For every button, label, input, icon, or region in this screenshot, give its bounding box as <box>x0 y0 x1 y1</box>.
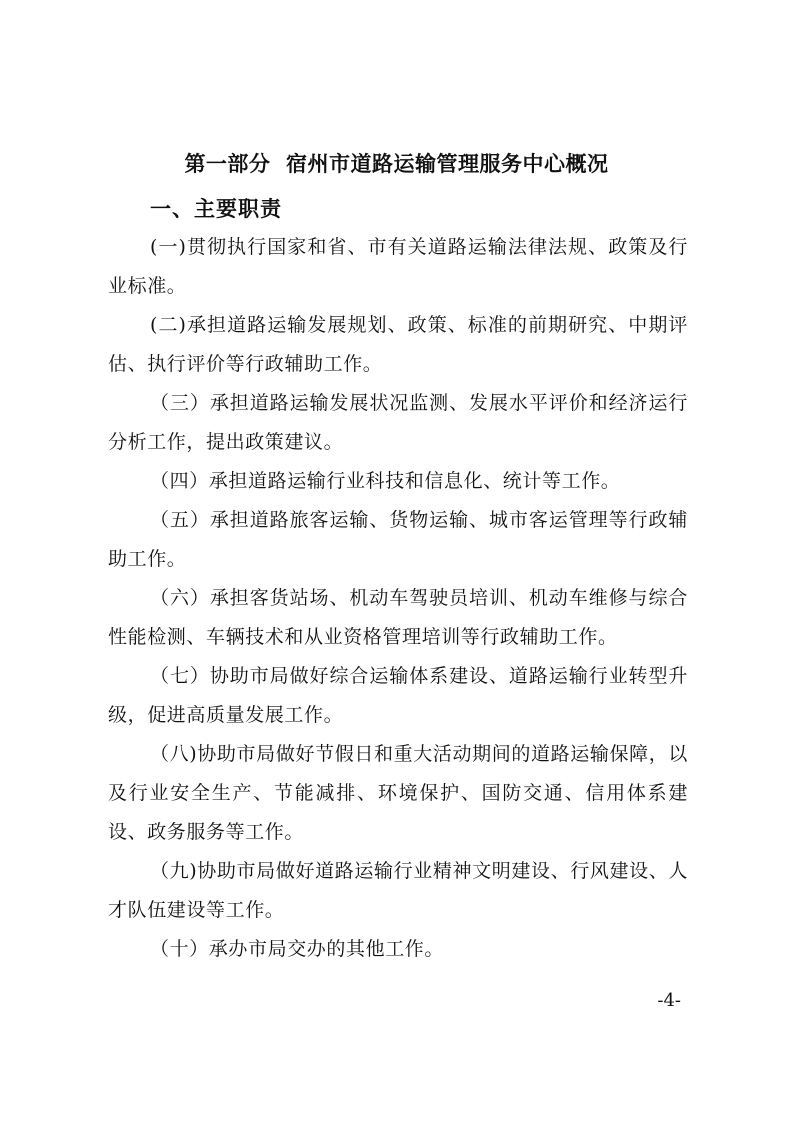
paragraph: （十）承办市局交办的其他工作。 <box>150 938 445 960</box>
paragraph: （六）承担客货站场、机动车驾驶员培训、机动车维修与综合性能检测、车辆技术和从业资格管理培训等行政辅助工作。 <box>108 587 688 648</box>
section-heading: 一、主要职责 <box>150 197 282 221</box>
paragraph: (一)贯彻执行国家和省、市有关道路运输法律法规、政策及行业标准。 <box>108 236 688 297</box>
document-title: 第一部分 宿州市道路运输管理服务中心概况 <box>184 152 609 176</box>
paragraph: (二)承担道路运输发展规划、政策、标准的前期研究、中期评估、执行评价等行政辅助工作。 <box>108 314 688 375</box>
paragraph: （九)协助市局做好道路运输行业精神文明建设、行风建设、人才队伍建设等工作。 <box>108 860 688 921</box>
paragraph: （七）协助市局做好综合运输体系建设、道路运输行业转型升级，促进高质量发展工作。 <box>108 665 688 726</box>
document-body <box>108 228 688 969</box>
paragraph: （四）承担道路运输行业科技和信息化、统计等工作。 <box>150 470 621 492</box>
paragraph: （五）承担道路旅客运输、货物运输、城市客运管理等行政辅助工作。 <box>108 509 688 570</box>
paragraph: （八)协助市局做好节假日和重大活动期间的道路运输保障，以及行业安全生产、节能减排、环境保护、国防交通、信用体系建设、政务服务等工作。 <box>108 743 688 843</box>
page-number: -4- <box>657 990 681 1011</box>
paragraph: （三）承担道路运输发展状况监测、发展水平评价和经济运行分析工作，提出政策建议。 <box>108 392 688 453</box>
